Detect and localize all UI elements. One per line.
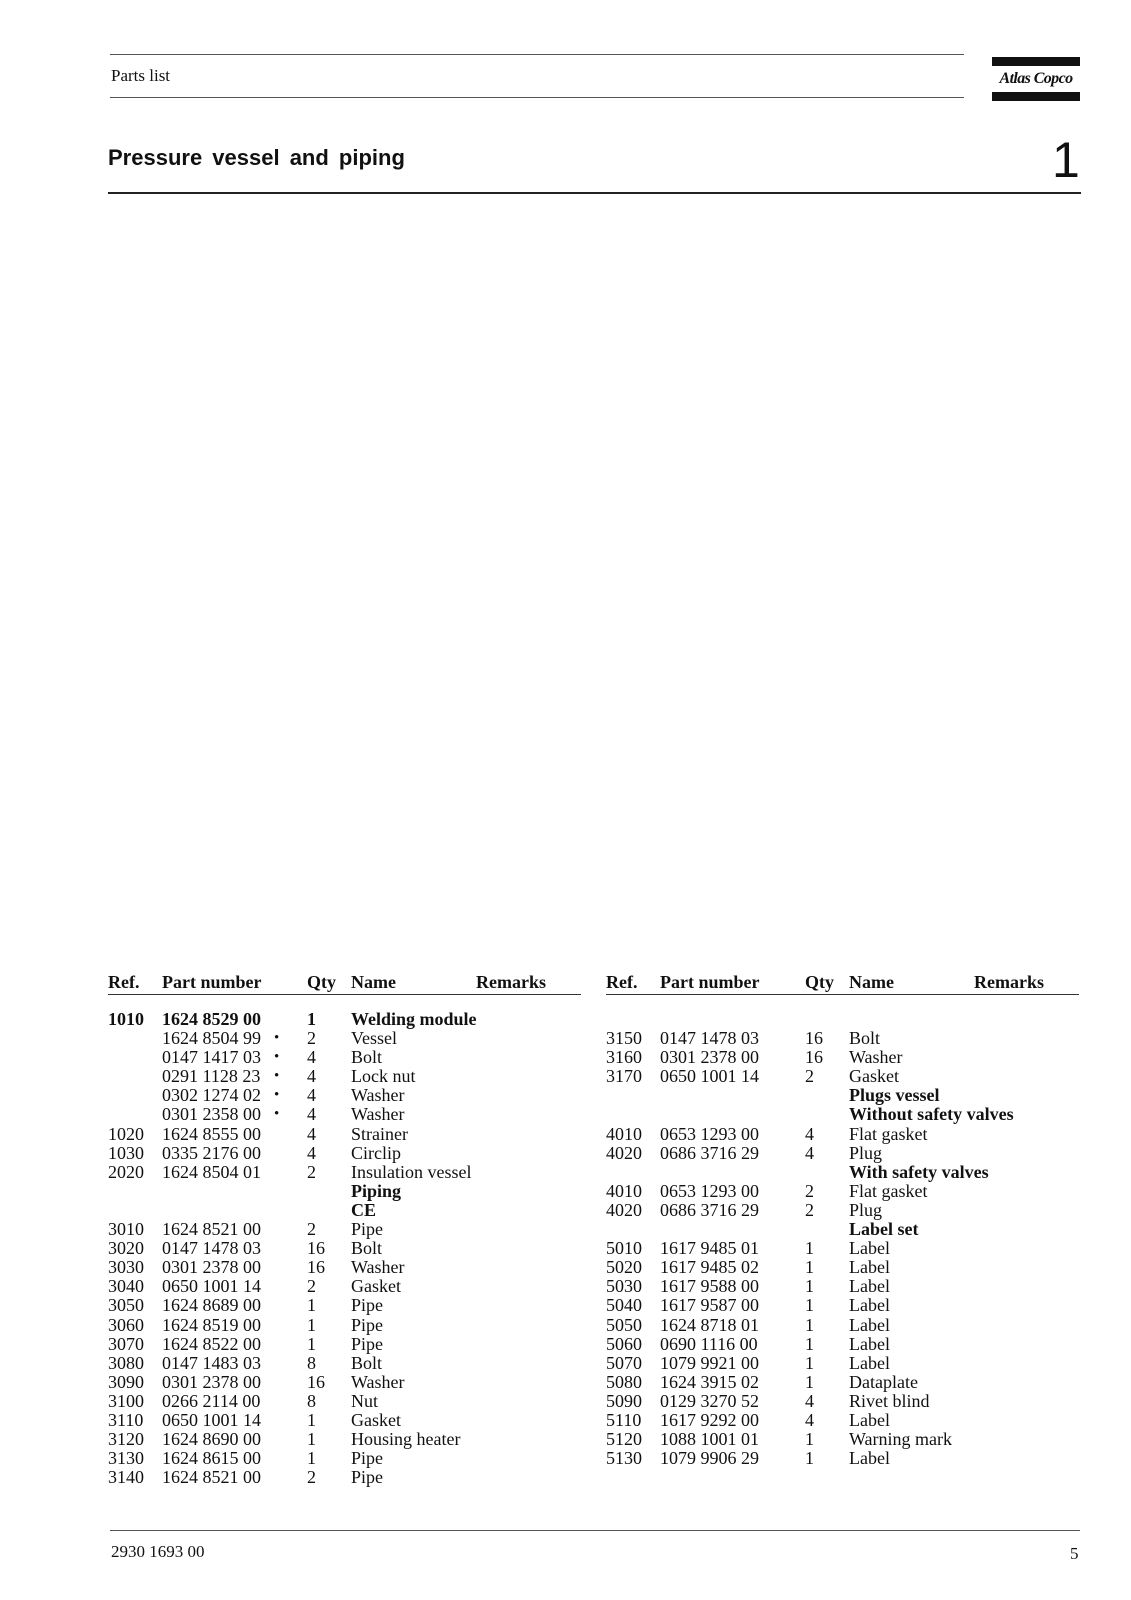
row-name: Pipe (351, 1333, 384, 1354)
row-part-number: 1624 3915 02 (660, 1371, 759, 1392)
row-name: Washer (351, 1104, 405, 1125)
row-ref: 1030 (108, 1142, 144, 1163)
footer-rule (110, 1530, 1080, 1531)
row-part-number: 1079 9921 00 (660, 1352, 759, 1373)
table-row (606, 1392, 1079, 1411)
row-ref: 5070 (606, 1352, 642, 1373)
row-name: Label (849, 1314, 890, 1335)
header-top-rule (110, 54, 964, 55)
table-row (606, 1086, 1079, 1105)
col-ref: Ref. (108, 972, 140, 992)
row-name: Lock nut (351, 1066, 416, 1087)
row-ref: 1020 (108, 1123, 144, 1144)
row-part-number: 1617 9587 00 (660, 1295, 759, 1316)
row-ref: 3070 (108, 1333, 144, 1354)
row-qty: 1 (307, 1314, 316, 1335)
row-ref: 5020 (606, 1257, 642, 1278)
row-ref: 3010 (108, 1219, 144, 1240)
row-name: Strainer (351, 1123, 408, 1144)
table-row (606, 1105, 1079, 1124)
row-name: With safety valves (849, 1161, 989, 1182)
row-ref: 4010 (606, 1123, 642, 1144)
row-part-number: 0147 1478 03 (162, 1238, 261, 1259)
row-ref: 1010 (108, 1009, 144, 1029)
row-name: Vessel (351, 1028, 397, 1049)
table-row (108, 1296, 581, 1315)
row-part-number: 0650 1001 14 (660, 1066, 759, 1087)
row-ref: 4010 (606, 1180, 642, 1201)
row-name: Housing heater (351, 1429, 461, 1450)
row-ref: 3130 (108, 1448, 144, 1469)
row-qty: 1 (805, 1276, 814, 1297)
row-part-number: 1624 8504 01 (162, 1161, 261, 1182)
table-row (606, 1430, 1079, 1449)
row-qty: 2 (307, 1219, 316, 1240)
table-row (108, 1048, 581, 1067)
row-part-number: 0301 2378 00 (162, 1257, 261, 1278)
row-name: Flat gasket (849, 1123, 928, 1144)
row-part-number: 0301 2358 00 (162, 1104, 261, 1125)
row-qty: 4 (307, 1066, 316, 1087)
row-ref: 3040 (108, 1276, 144, 1297)
row-part-number: 1079 9906 29 (660, 1448, 759, 1469)
row-name: Gasket (849, 1066, 899, 1087)
row-part-number: 0291 1128 23 (162, 1066, 261, 1087)
row-name: Pipe (351, 1467, 384, 1488)
table-row (606, 1010, 1079, 1029)
row-part-number: 1624 8504 99 (162, 1028, 261, 1049)
col-part-number: Part number (162, 972, 262, 992)
table-row (108, 1430, 581, 1449)
row-qty: 4 (805, 1390, 814, 1411)
row-name: Warning mark (849, 1429, 953, 1450)
col-part-number: Part number (660, 972, 760, 992)
row-part-number: 0650 1001 14 (162, 1276, 261, 1297)
row-ref: 3090 (108, 1371, 144, 1392)
row-name: Rivet blind (849, 1390, 930, 1411)
row-name: Insulation vessel (351, 1161, 472, 1182)
table-row (108, 1201, 581, 1220)
row-name: Bolt (351, 1352, 383, 1373)
row-qty: 4 (307, 1085, 316, 1106)
table-row (606, 1125, 1079, 1144)
table-row (606, 1335, 1079, 1354)
row-part-number: 0653 1293 00 (660, 1180, 759, 1201)
row-name: Label (849, 1276, 890, 1297)
row-name: Label (849, 1448, 890, 1469)
row-name: Label (849, 1409, 890, 1430)
table-body (108, 1010, 581, 1487)
row-ref: 3120 (108, 1429, 144, 1450)
table-row (108, 1010, 581, 1029)
logo-wordmark: Atlas Copco (999, 70, 1073, 87)
header-bottom-rule (110, 97, 964, 98)
row-name: Washer (351, 1371, 405, 1392)
row-ref: 5050 (606, 1314, 642, 1335)
row-name: Label (849, 1238, 890, 1259)
row-ref: 3020 (108, 1238, 144, 1259)
table-row (606, 1067, 1079, 1086)
table-row (108, 1067, 581, 1086)
row-ref: 5030 (606, 1276, 642, 1297)
row-part-number: 0129 3270 52 (660, 1390, 759, 1411)
row-qty: 1 (307, 1009, 316, 1029)
table-row (606, 1163, 1079, 1182)
row-name: Flat gasket (849, 1180, 928, 1201)
parts-table-left (108, 970, 581, 1487)
row-part-number: 0690 1116 00 (660, 1333, 758, 1354)
atlas-copco-logo (992, 57, 1080, 101)
row-qty: 1 (307, 1429, 316, 1450)
row-ref: 5130 (606, 1448, 642, 1469)
row-part-number: 1624 8529 00 (162, 1009, 261, 1029)
row-name: Label (849, 1333, 890, 1354)
row-ref: 3150 (606, 1028, 642, 1049)
row-qty: 1 (805, 1429, 814, 1450)
row-qty: 16 (307, 1257, 325, 1278)
table-row (606, 1144, 1079, 1163)
row-qty: 16 (805, 1028, 823, 1049)
row-qty: 1 (307, 1448, 316, 1469)
bullet-mark: • (274, 1106, 280, 1123)
table-row (108, 1354, 581, 1373)
row-name: CE (351, 1199, 377, 1220)
table-row (108, 1029, 581, 1048)
row-ref: 3170 (606, 1066, 642, 1087)
row-qty: 1 (805, 1352, 814, 1373)
row-qty: 1 (805, 1257, 814, 1278)
row-qty: 16 (307, 1238, 325, 1259)
table-header (108, 970, 581, 995)
row-ref: 5010 (606, 1238, 642, 1259)
row-part-number: 0301 2378 00 (162, 1371, 261, 1392)
table-row (108, 1125, 581, 1144)
row-part-number: 0266 2114 00 (162, 1390, 261, 1411)
col-remarks: Remarks (974, 972, 1044, 992)
table-row (108, 1220, 581, 1239)
row-name: Bolt (351, 1238, 383, 1259)
col-name: Name (849, 972, 894, 992)
table-header (606, 970, 1079, 995)
page-title: Pressure vessel and piping (108, 145, 405, 170)
row-part-number: 0147 1478 03 (660, 1028, 759, 1049)
row-qty: 2 (307, 1467, 316, 1488)
row-qty: 1 (805, 1448, 814, 1469)
row-name: Dataplate (849, 1371, 918, 1392)
table-row (606, 1048, 1079, 1067)
row-qty: 1 (805, 1314, 814, 1335)
row-name: Washer (849, 1047, 903, 1068)
bullet-mark: • (274, 1049, 280, 1066)
row-name: Washer (351, 1257, 405, 1278)
row-ref: 3110 (108, 1409, 144, 1430)
row-name: Pipe (351, 1314, 384, 1335)
row-part-number: 0686 3716 29 (660, 1142, 759, 1163)
page-number: 5 (1070, 1544, 1079, 1563)
table-row (108, 1105, 581, 1124)
chapter-number: 1 (1052, 132, 1080, 188)
row-part-number: 1624 8718 01 (660, 1314, 759, 1335)
row-qty: 1 (307, 1295, 316, 1316)
col-qty: Qty (805, 972, 834, 992)
col-remarks: Remarks (476, 972, 546, 992)
row-qty: 8 (307, 1352, 316, 1373)
row-part-number: 1617 9485 02 (660, 1257, 759, 1278)
row-name: Label set (849, 1219, 919, 1240)
row-part-number: 1624 8690 00 (162, 1429, 261, 1450)
row-ref: 3030 (108, 1257, 144, 1278)
table-row (606, 1449, 1079, 1468)
col-name: Name (351, 972, 396, 992)
row-part-number: 0147 1417 03 (162, 1047, 261, 1068)
row-qty: 1 (805, 1295, 814, 1316)
row-part-number: 0147 1483 03 (162, 1352, 261, 1373)
section-label: Parts list (111, 66, 171, 85)
row-qty: 2 (307, 1028, 316, 1049)
row-qty: 16 (307, 1371, 325, 1392)
table-row (606, 1411, 1079, 1430)
row-name: Bolt (849, 1028, 881, 1049)
row-part-number: 1088 1001 01 (660, 1429, 759, 1450)
row-qty: 1 (805, 1238, 814, 1259)
table-row (108, 1239, 581, 1258)
row-part-number: 1624 8519 00 (162, 1314, 261, 1335)
row-qty: 4 (805, 1409, 814, 1430)
table-row (606, 1258, 1079, 1277)
table-row (108, 1163, 581, 1182)
row-name: Label (849, 1352, 890, 1373)
table-row (606, 1220, 1079, 1239)
table-row (606, 1182, 1079, 1201)
row-qty: 4 (307, 1123, 316, 1144)
row-ref: 3050 (108, 1295, 144, 1316)
table-row (108, 1144, 581, 1163)
logo-bottom-bar (992, 92, 1080, 101)
row-qty: 4 (307, 1047, 316, 1068)
row-ref: 5110 (606, 1409, 642, 1430)
table-row (606, 1239, 1079, 1258)
row-qty: 2 (805, 1199, 814, 1220)
row-ref: 3080 (108, 1352, 144, 1373)
row-part-number: 1617 9292 00 (660, 1409, 759, 1430)
table-row (108, 1182, 581, 1201)
table-row (606, 1029, 1079, 1048)
row-name: Circlip (351, 1142, 401, 1163)
row-ref: 5060 (606, 1333, 642, 1354)
row-ref: 3060 (108, 1314, 144, 1335)
row-part-number: 1624 8555 00 (162, 1123, 261, 1144)
row-qty: 1 (307, 1333, 316, 1354)
row-ref: 2020 (108, 1161, 144, 1182)
row-ref: 5120 (606, 1429, 642, 1450)
row-name: Plugs vessel (849, 1085, 940, 1106)
row-part-number: 1624 8689 00 (162, 1295, 261, 1316)
row-name: Pipe (351, 1295, 384, 1316)
row-qty: 8 (307, 1390, 316, 1411)
table-row (108, 1449, 581, 1468)
row-part-number: 0650 1001 14 (162, 1409, 261, 1430)
row-ref: 5090 (606, 1390, 642, 1411)
logo-top-bar (992, 57, 1080, 66)
row-qty: 2 (805, 1066, 814, 1087)
table-row (108, 1411, 581, 1430)
table-row (606, 1201, 1079, 1220)
table-row (606, 1354, 1079, 1373)
row-ref: 5080 (606, 1371, 642, 1392)
row-qty: 4 (307, 1104, 316, 1125)
row-qty: 16 (805, 1047, 823, 1068)
row-qty: 1 (307, 1409, 316, 1430)
row-qty: 2 (307, 1276, 316, 1297)
row-part-number: 0335 2176 00 (162, 1142, 261, 1163)
table-row (606, 1373, 1079, 1392)
row-name: Pipe (351, 1448, 384, 1469)
table-row (108, 1392, 581, 1411)
row-qty: 2 (805, 1180, 814, 1201)
row-name: Bolt (351, 1047, 383, 1068)
row-ref: 4020 (606, 1142, 642, 1163)
row-ref: 5040 (606, 1295, 642, 1316)
row-qty: 1 (805, 1333, 814, 1354)
row-name: Welding module (351, 1009, 477, 1029)
col-qty: Qty (307, 972, 336, 992)
row-name: Washer (351, 1085, 405, 1106)
bullet-mark: • (274, 1087, 280, 1104)
document-number: 2930 1693 00 (111, 1542, 205, 1561)
row-name: Nut (351, 1390, 378, 1411)
row-name: Pipe (351, 1219, 384, 1240)
row-part-number: 0686 3716 29 (660, 1199, 759, 1220)
table-row (108, 1468, 581, 1487)
table-row (606, 1296, 1079, 1315)
col-ref: Ref. (606, 972, 638, 992)
bullet-mark: • (274, 1068, 280, 1085)
row-name: Plug (849, 1199, 883, 1220)
table-row (606, 1316, 1079, 1335)
row-part-number: 1624 8521 00 (162, 1219, 261, 1240)
row-name: Piping (351, 1180, 402, 1201)
row-part-number: 1624 8522 00 (162, 1333, 261, 1354)
row-part-number: 0653 1293 00 (660, 1123, 759, 1144)
row-qty: 4 (805, 1142, 814, 1163)
row-part-number: 0301 2378 00 (660, 1047, 759, 1068)
row-qty: 2 (307, 1161, 316, 1182)
row-part-number: 1624 8615 00 (162, 1448, 261, 1469)
row-name: Label (849, 1257, 890, 1278)
row-ref: 3160 (606, 1047, 642, 1068)
row-ref: 3100 (108, 1390, 144, 1411)
parts-table-right (606, 970, 1079, 1468)
row-qty: 4 (307, 1142, 316, 1163)
row-ref: 3140 (108, 1467, 144, 1488)
row-name: Gasket (351, 1409, 401, 1430)
row-part-number: 1617 9485 01 (660, 1238, 759, 1259)
row-part-number: 1624 8521 00 (162, 1467, 261, 1488)
row-ref: 4020 (606, 1199, 642, 1220)
row-part-number: 1617 9588 00 (660, 1276, 759, 1297)
row-name: Without safety valves (849, 1104, 1014, 1125)
table-row (108, 1335, 581, 1354)
table-row (108, 1277, 581, 1296)
table-row (108, 1086, 581, 1105)
table-row (108, 1373, 581, 1392)
table-row (606, 1277, 1079, 1296)
row-name: Label (849, 1295, 890, 1316)
row-part-number: 0302 1274 02 (162, 1085, 261, 1106)
table-body (606, 1010, 1079, 1468)
title-rule (108, 192, 1081, 194)
row-qty: 4 (805, 1123, 814, 1144)
table-row (108, 1316, 581, 1335)
row-name: Plug (849, 1142, 883, 1163)
bullet-mark: • (274, 1030, 280, 1047)
row-qty: 1 (805, 1371, 814, 1392)
row-name: Gasket (351, 1276, 401, 1297)
table-row (108, 1258, 581, 1277)
